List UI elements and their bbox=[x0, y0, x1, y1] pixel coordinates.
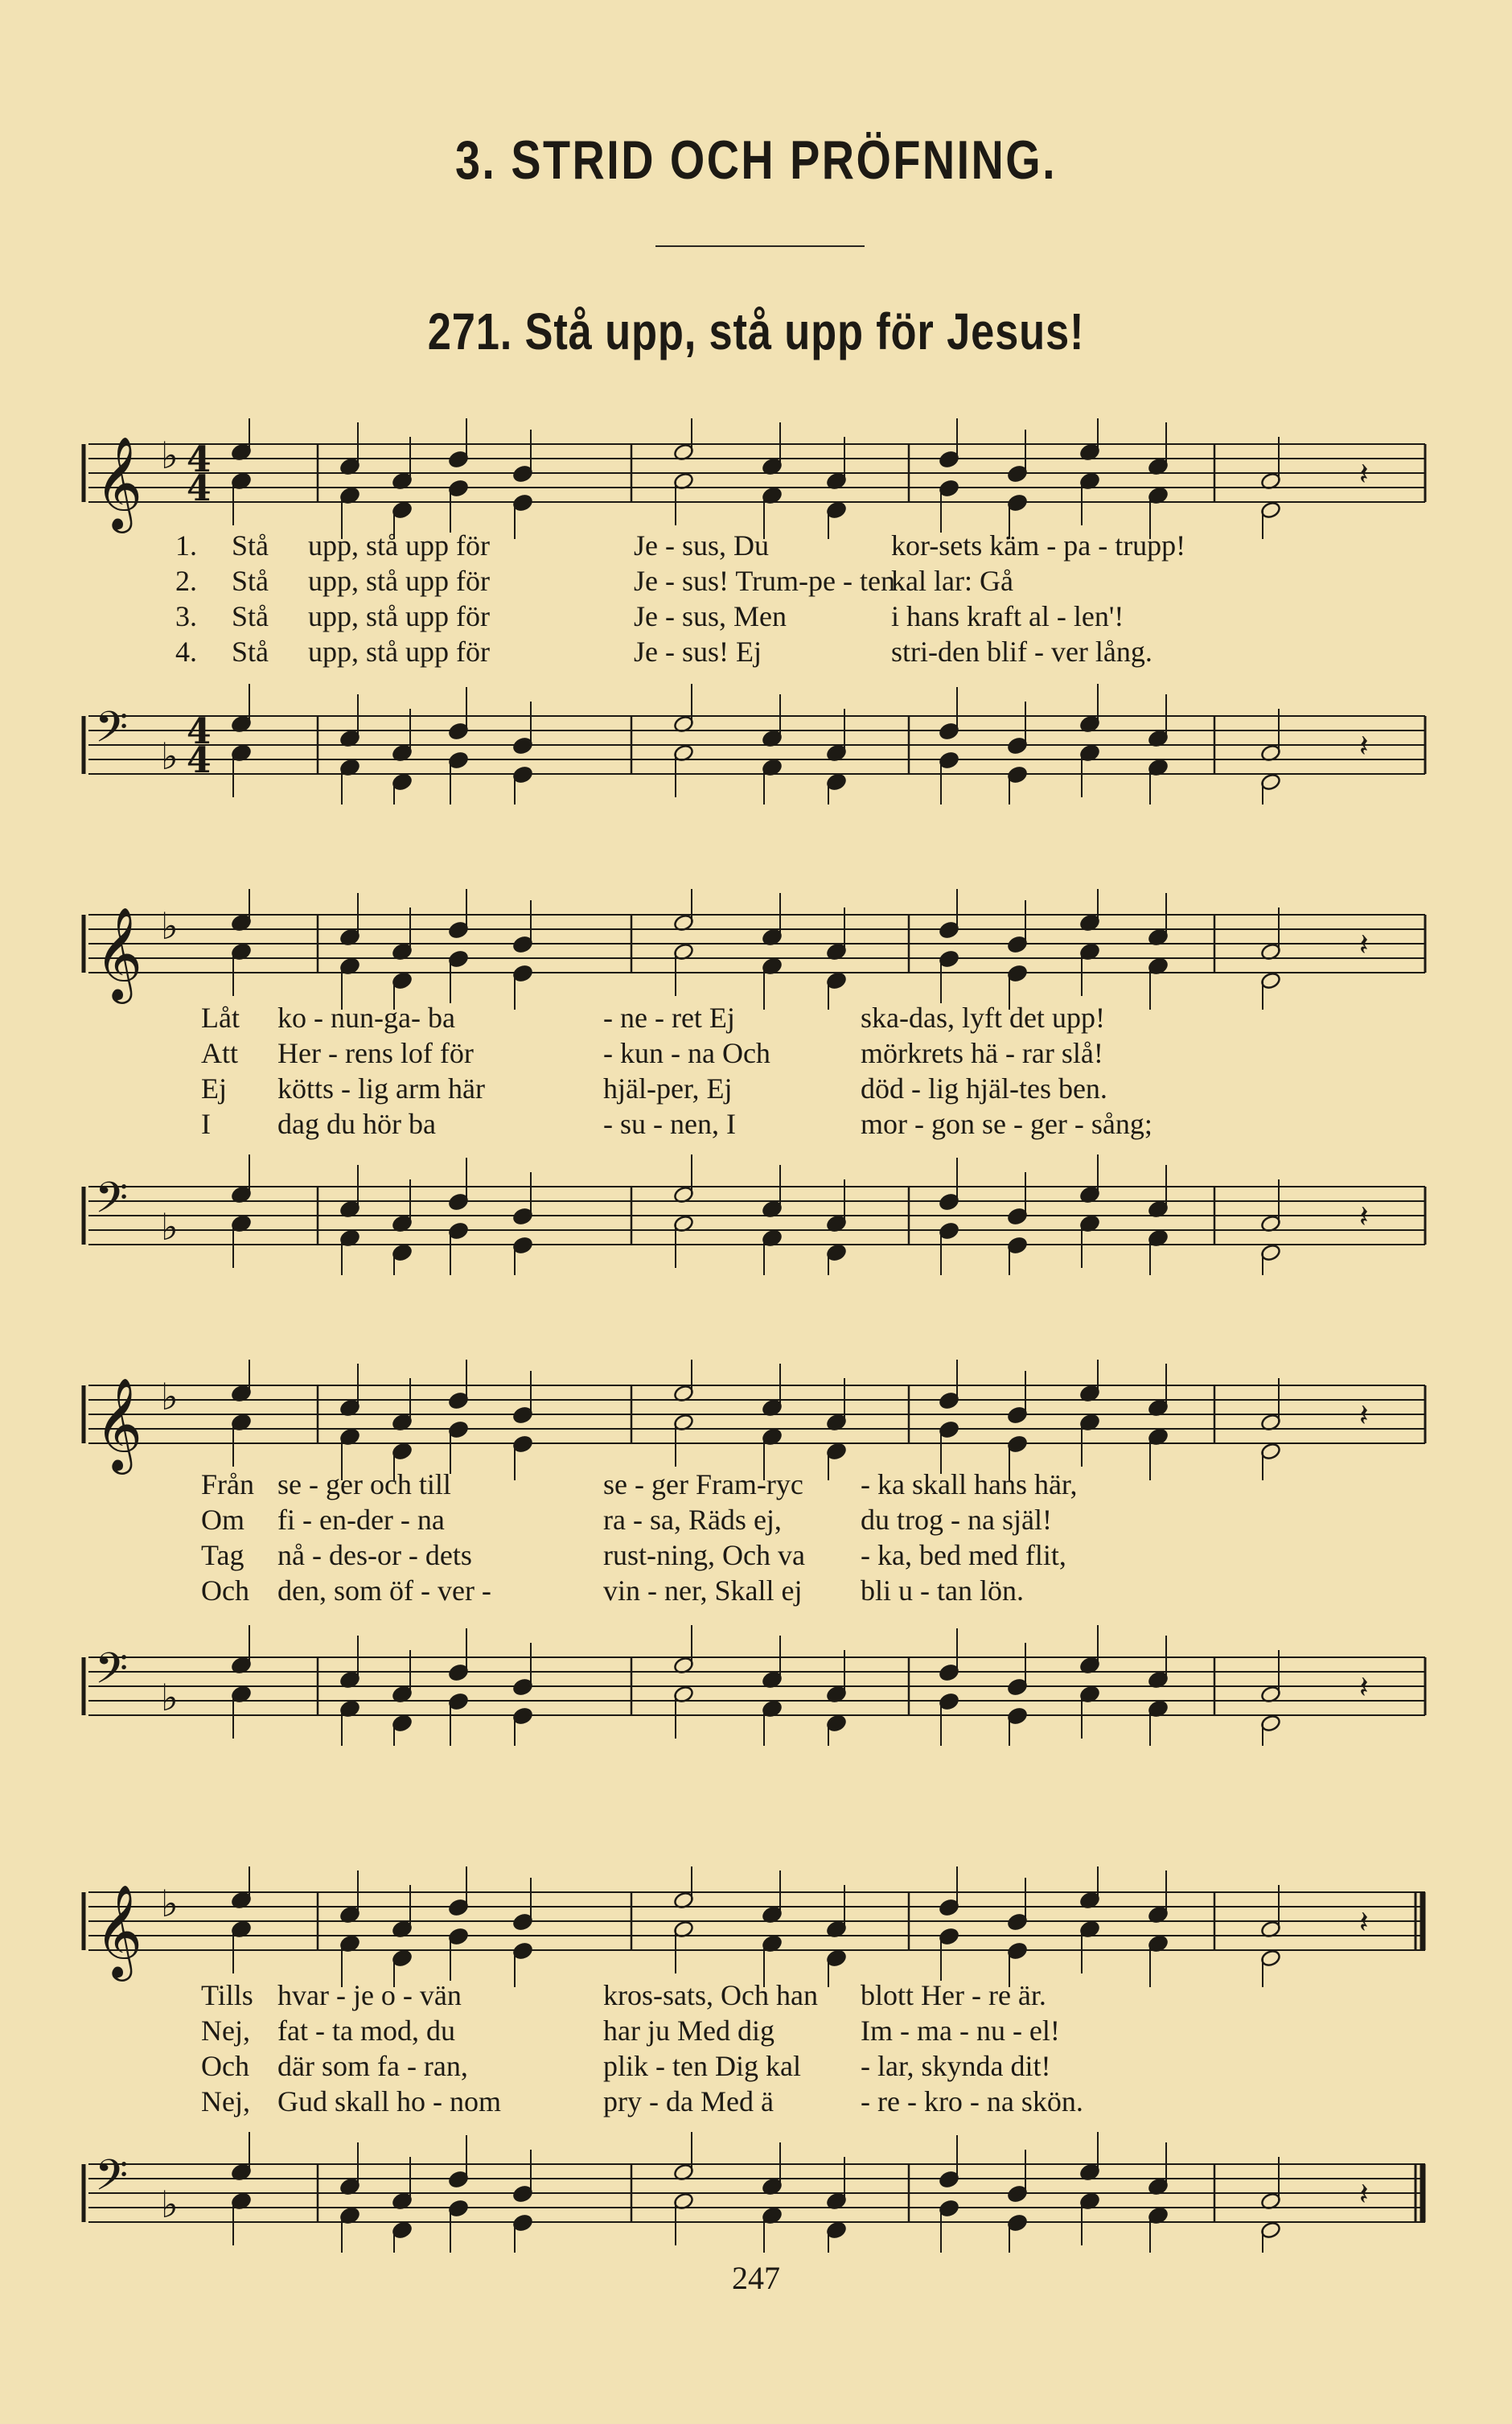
lyric-segment: Tag bbox=[201, 1539, 244, 1571]
lyric-segment: - su - nen, I bbox=[603, 1108, 736, 1140]
hymn-title: 271. Stå upp, stå upp för Jesus! bbox=[427, 302, 1085, 360]
lyric-segment: hvar - je o - vän bbox=[277, 1979, 462, 2011]
lyric-segment: Je - sus! Ej bbox=[634, 636, 762, 668]
lyric-segment: Her - rens lof för bbox=[277, 1037, 474, 1069]
lyric-segment: Från bbox=[201, 1468, 254, 1500]
lyric-line bbox=[201, 1504, 1367, 1536]
lyric-line bbox=[232, 565, 1398, 597]
lyric-segment: Att bbox=[201, 1037, 239, 1069]
flat-icon: ♭ bbox=[161, 904, 179, 948]
flat-icon: ♭ bbox=[161, 1676, 179, 1719]
lyric-segment: upp, stå upp för bbox=[308, 636, 490, 668]
lyric-line bbox=[232, 636, 1398, 668]
lyric-segment: kros-sats, Och han bbox=[603, 1979, 818, 2011]
lyric-line bbox=[232, 529, 1398, 562]
time-signature-numerator: 4 bbox=[187, 439, 212, 480]
lyric-segment: nå - des-or - dets bbox=[277, 1539, 472, 1571]
lyric-line bbox=[201, 2085, 1367, 2117]
lyric-segment: Ej bbox=[201, 1072, 227, 1105]
lyric-segment: upp, stå upp för bbox=[308, 565, 490, 597]
lyric-segment: se - ger och till bbox=[277, 1468, 451, 1500]
lyric-segment: Tills bbox=[201, 1979, 253, 2011]
bass-clef-icon: 𝄢 bbox=[95, 1644, 129, 1704]
lyric-segment: I bbox=[201, 1108, 211, 1140]
lyric-line bbox=[201, 2050, 1367, 2082]
treble-staff bbox=[0, 889, 1512, 1010]
lyric-segment: Stå bbox=[232, 636, 269, 668]
time-signature-denominator: 4 bbox=[187, 468, 212, 509]
rest-icon: 𝄽 bbox=[1359, 456, 1369, 492]
music-system-1 bbox=[0, 418, 1512, 813]
verse-number: 3. bbox=[175, 600, 197, 632]
lyric-segment: den, som öf - ver - bbox=[277, 1574, 491, 1607]
lyric-segment: Je - sus, Du bbox=[634, 529, 769, 562]
verse-number: 1. bbox=[175, 529, 197, 562]
lyric-segment: blott Her - re är. bbox=[861, 1979, 1046, 2011]
lyric-segment: rust-ning, Och va bbox=[603, 1539, 805, 1571]
lyric-segment: har ju Med dig bbox=[603, 2015, 774, 2047]
lyric-segment: - ka skall hans här, bbox=[861, 1468, 1078, 1500]
treble-staff bbox=[0, 1866, 1512, 1987]
lyric-segment: fi - en-der - na bbox=[277, 1504, 445, 1536]
lyric-segment: Nej, bbox=[201, 2085, 250, 2117]
treble-clef-icon: 𝄞 bbox=[95, 1883, 143, 1977]
lyric-segment: död - lig hjäl-tes ben. bbox=[861, 1072, 1107, 1105]
lyric-segment: - ka, bed med flit, bbox=[861, 1539, 1066, 1571]
lyric-segment: hjäl-per, Ej bbox=[603, 1072, 733, 1105]
lyric-line bbox=[232, 600, 1398, 632]
lyric-segment: ra - sa, Räds ej, bbox=[603, 1504, 782, 1536]
flat-icon: ♭ bbox=[161, 434, 179, 477]
lyric-line bbox=[201, 1539, 1367, 1571]
lyric-segment: Je - sus! Trum-pe - ten bbox=[634, 565, 895, 597]
lyric-segment: pry - da Med ä bbox=[603, 2085, 774, 2117]
lyric-segment: i hans kraft al - len'! bbox=[891, 600, 1124, 632]
lyric-segment: mor - gon se - ger - sång; bbox=[861, 1108, 1152, 1140]
verse-number: 4. bbox=[175, 636, 197, 668]
lyric-line bbox=[201, 1037, 1367, 1069]
lyric-segment: Om bbox=[201, 1504, 244, 1536]
lyric-segment: Im - ma - nu - el! bbox=[861, 2015, 1060, 2047]
bass-clef-icon: 𝄢 bbox=[95, 1174, 129, 1233]
bass-staff bbox=[0, 1625, 1512, 1746]
music-system-3 bbox=[0, 1360, 1512, 1762]
verse-number: 2. bbox=[175, 565, 197, 597]
lyric-line bbox=[201, 1468, 1367, 1500]
lyric-segment: upp, stå upp för bbox=[308, 600, 490, 632]
lyric-segment: du trog - na själ! bbox=[861, 1504, 1052, 1536]
time-signature-denominator: 4 bbox=[187, 740, 212, 781]
lyric-segment: - lar, skynda dit! bbox=[861, 2050, 1051, 2082]
flat-icon: ♭ bbox=[161, 735, 179, 778]
lyric-segment: Je - sus, Men bbox=[634, 600, 787, 632]
bass-staff bbox=[0, 2132, 1512, 2253]
treble-clef-icon: 𝄞 bbox=[95, 1377, 143, 1471]
bass-staff bbox=[0, 1154, 1512, 1275]
lyric-segment: upp, stå upp för bbox=[308, 529, 490, 562]
bass-staff bbox=[0, 684, 1512, 805]
treble-clef-icon: 𝄞 bbox=[95, 906, 143, 1000]
lyric-segment: kötts - lig arm här bbox=[277, 1072, 485, 1105]
lyric-segment: kal lar: Gå bbox=[891, 565, 1013, 597]
rest-icon: 𝄽 bbox=[1359, 1669, 1369, 1705]
music-system-4 bbox=[0, 1866, 1512, 2253]
lyric-segment: ko - nun-ga- ba bbox=[277, 1002, 455, 1034]
lyric-segment: Stå bbox=[232, 565, 269, 597]
rest-icon: 𝄽 bbox=[1359, 927, 1369, 962]
lyric-segment: mörkrets hä - rar slå! bbox=[861, 1037, 1103, 1069]
flat-icon: ♭ bbox=[161, 1205, 179, 1249]
lyric-segment: bli u - tan lön. bbox=[861, 1574, 1024, 1607]
music-system-2 bbox=[0, 889, 1512, 1283]
rest-icon: 𝄽 bbox=[1359, 1904, 1369, 1940]
lyric-segment: ska-das, lyft det upp! bbox=[861, 1002, 1105, 1034]
lyric-segment: dag du hör ba bbox=[277, 1108, 436, 1140]
lyric-segment: kor-sets käm - pa - trupp! bbox=[891, 529, 1186, 562]
rest-icon: 𝄽 bbox=[1359, 1199, 1369, 1234]
lyric-segment: - kun - na Och bbox=[603, 1037, 770, 1069]
lyric-segment: stri-den blif - ver lång. bbox=[891, 636, 1152, 668]
rest-icon: 𝄽 bbox=[1359, 2176, 1369, 2212]
time-signature-numerator: 4 bbox=[187, 711, 212, 752]
lyric-line bbox=[201, 1072, 1367, 1105]
lyric-line bbox=[201, 1574, 1367, 1607]
lyric-segment: plik - ten Dig kal bbox=[603, 2050, 801, 2082]
title-rule bbox=[655, 245, 865, 247]
treble-staff bbox=[0, 1360, 1512, 1480]
flat-icon: ♭ bbox=[161, 1375, 179, 1418]
rest-icon: 𝄽 bbox=[1359, 1397, 1369, 1433]
lyric-segment: Och bbox=[201, 1574, 249, 1607]
lyric-line bbox=[201, 1979, 1367, 2011]
lyric-segment: - re - kro - na skön. bbox=[861, 2085, 1083, 2117]
lyric-line bbox=[201, 2015, 1367, 2047]
lyric-line bbox=[201, 1108, 1367, 1140]
lyric-segment: vin - ner, Skall ej bbox=[603, 1574, 803, 1607]
lyric-segment: där som fa - ran, bbox=[277, 2050, 468, 2082]
lyric-segment: Låt bbox=[201, 1002, 240, 1034]
lyric-segment: - ne - ret Ej bbox=[603, 1002, 735, 1034]
lyric-segment: Och bbox=[201, 2050, 249, 2082]
page-number: 247 bbox=[732, 2260, 780, 2296]
bass-clef-icon: 𝄢 bbox=[95, 703, 129, 763]
treble-staff bbox=[0, 418, 1512, 539]
lyric-segment: Gud skall ho - nom bbox=[277, 2085, 501, 2117]
flat-icon: ♭ bbox=[161, 2183, 179, 2226]
lyric-line bbox=[201, 1002, 1367, 1034]
flat-icon: ♭ bbox=[161, 1882, 179, 1925]
lyric-segment: Stå bbox=[232, 529, 269, 562]
lyric-segment: se - ger Fram-ryc bbox=[603, 1468, 803, 1500]
section-title: 3. STRID OCH PRÖFNING. bbox=[454, 130, 1058, 191]
bass-clef-icon: 𝄢 bbox=[95, 2151, 129, 2211]
lyric-segment: Nej, bbox=[201, 2015, 250, 2047]
lyric-segment: fat - ta mod, du bbox=[277, 2015, 455, 2047]
rest-icon: 𝄽 bbox=[1359, 728, 1369, 763]
treble-clef-icon: 𝄞 bbox=[95, 435, 143, 529]
lyric-segment: Stå bbox=[232, 600, 269, 632]
